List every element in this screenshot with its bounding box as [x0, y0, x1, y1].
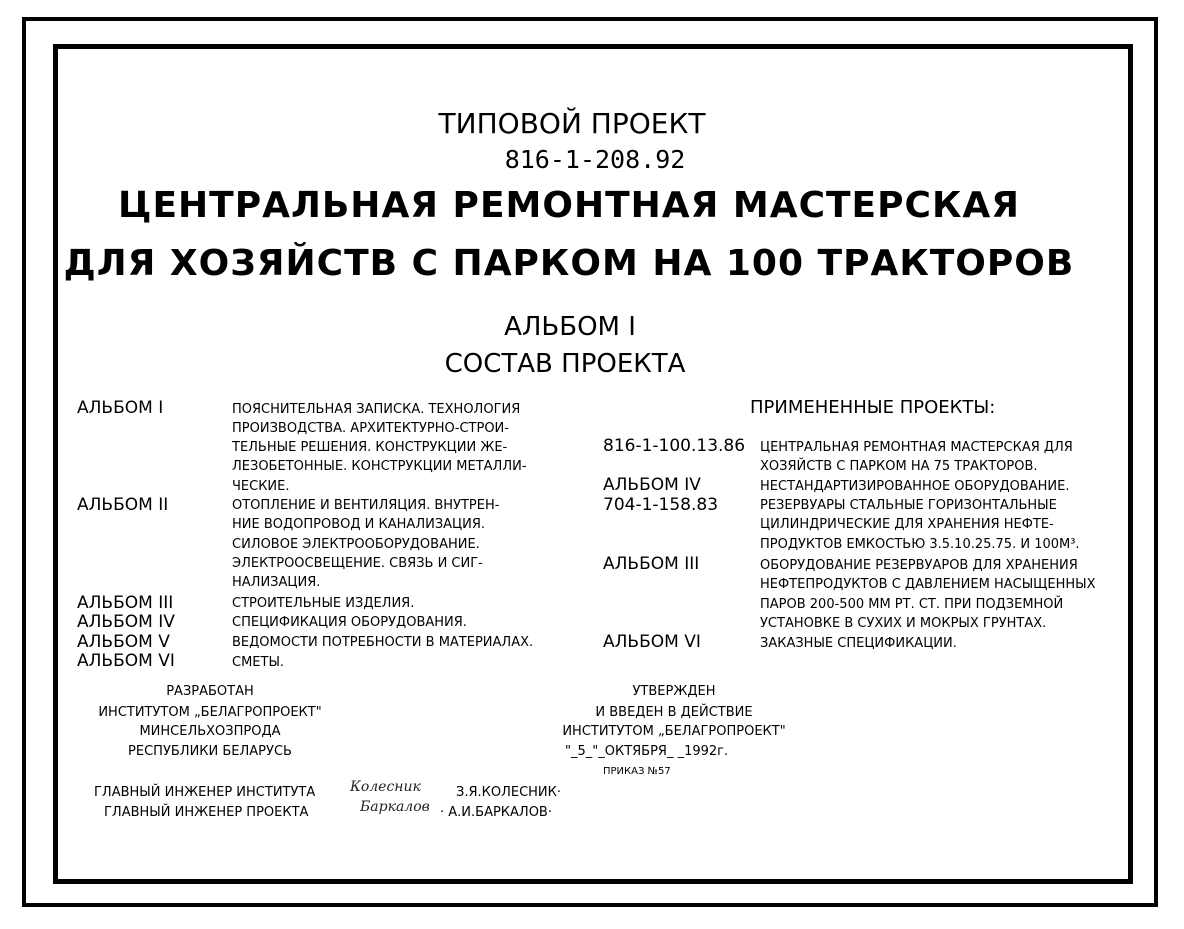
signatory-name: · А.И.БАРКАЛОВ·: [440, 805, 552, 820]
applied-desc-line: ЦИЛИНДРИЧЕСКИЕ ДЛЯ ХРАНЕНИЯ НЕФТЕ-: [760, 517, 1054, 532]
applied-heading: ПРИМЕНЕННЫЕ ПРОЕКТЫ:: [750, 397, 996, 418]
album-desc-line: ПОЯСНИТЕЛЬНАЯ ЗАПИСКА. ТЕХНОЛОГИЯ: [232, 402, 521, 417]
album-desc-line: ЛЕЗОБЕТОННЫЕ. КОНСТРУКЦИИ МЕТАЛЛИ-: [232, 459, 527, 474]
album-label: АЛЬБОМ II: [77, 495, 169, 515]
album-desc-line: НАЛИЗАЦИЯ.: [232, 575, 321, 590]
album-label: АЛЬБОМ III: [77, 593, 174, 613]
applied-desc-line: РЕЗЕРВУАРЫ СТАЛЬНЫЕ ГОРИЗОНТАЛЬНЫЕ: [760, 498, 1057, 513]
approval-date: "_5_"_ОКТЯБРЯ_ _1992г.: [565, 744, 729, 759]
album-label: АЛЬБОМ IV: [77, 612, 175, 632]
applied-desc-line: ПАРОВ 200-500 ММ РТ. СТ. ПРИ ПОДЗЕМНОЙ: [760, 597, 1064, 612]
applied-code: АЛЬБОМ IV: [603, 475, 701, 495]
album-desc-line: ТЕЛЬНЫЕ РЕШЕНИЯ. КОНСТРУКЦИИ ЖЕ-: [232, 440, 508, 455]
section-title: СОСТАВ ПРОЕКТА: [444, 349, 686, 379]
album-desc-line: НИЕ ВОДОПРОВОД И КАНАЛИЗАЦИЯ.: [232, 517, 486, 532]
developed-line: РАЗРАБОТАН: [166, 684, 254, 699]
album-desc-line: ВЕДОМОСТИ ПОТРЕБНОСТИ В МАТЕРИАЛАХ.: [232, 635, 534, 650]
project-type: ТИПОВОЙ ПРОЕКТ: [438, 107, 706, 140]
applied-desc-line: ХОЗЯЙСТВ С ПАРКОМ НА 75 ТРАКТОРОВ.: [760, 459, 1038, 474]
signature-role: ГЛАВНЫЙ ИНЖЕНЕР ПРОЕКТА: [104, 805, 309, 820]
developed-line: РЕСПУБЛИКИ БЕЛАРУСЬ: [128, 744, 292, 759]
approved-line: И ВВЕДЕН В ДЕЙСТВИЕ: [595, 705, 753, 720]
project-title-line2: ДЛЯ ХОЗЯЙСТВ С ПАРКОМ НА 100 ТРАКТОРОВ: [63, 243, 1075, 284]
developed-line: ИНСТИТУТОМ „БЕЛАГРОПРОЕКТ": [98, 705, 322, 720]
album-desc-line: СТРОИТЕЛЬНЫЕ ИЗДЕЛИЯ.: [232, 596, 415, 611]
approved-line: ИНСТИТУТОМ „БЕЛАГРОПРОЕКТ": [562, 724, 786, 739]
applied-desc-line: ОБОРУДОВАНИЕ РЕЗЕРВУАРОВ ДЛЯ ХРАНЕНИЯ: [760, 558, 1078, 573]
handwritten-signature: Колесник: [350, 779, 421, 795]
album-desc-line: ЭЛЕКТРООСВЕЩЕНИЕ. СВЯЗЬ И СИГ-: [232, 556, 483, 571]
approved-line: УТВЕРЖДЕН: [632, 684, 716, 699]
applied-code: АЛЬБОМ VI: [603, 632, 701, 652]
signature-role: ГЛАВНЫЙ ИНЖЕНЕР ИНСТИТУТА: [94, 785, 316, 800]
developed-line: МИНСЕЛЬХОЗПРОДА: [139, 724, 281, 739]
applied-desc-line: ПРОДУКТОВ ЕМКОСТЬЮ 3.5.10.25.75. И 100М³.: [760, 537, 1080, 552]
album-label: АЛЬБОМ VI: [77, 651, 175, 671]
applied-code: 704-1-158.83: [603, 495, 719, 515]
applied-code: 816-1-100.13.86: [603, 436, 746, 456]
applied-code: АЛЬБОМ III: [603, 554, 700, 574]
signatory-name: З.Я.КОЛЕСНИК·: [456, 785, 562, 800]
applied-desc-line: ЦЕНТРАЛЬНАЯ РЕМОНТНАЯ МАСТЕРСКАЯ ДЛЯ: [760, 440, 1073, 455]
album-number: АЛЬБОМ I: [504, 312, 636, 342]
album-desc-line: СИЛОВОЕ ЭЛЕКТРООБОРУДОВАНИЕ.: [232, 537, 480, 552]
order-number: ПРИКАЗ №57: [603, 766, 671, 777]
album-desc-line: СПЕЦИФИКАЦИЯ ОБОРУДОВАНИЯ.: [232, 615, 467, 630]
handwritten-signature: Баркалов: [360, 799, 430, 815]
applied-desc-line: ЗАКАЗНЫЕ СПЕЦИФИКАЦИИ.: [760, 636, 957, 651]
album-desc-line: СМЕТЫ.: [232, 655, 285, 670]
album-label: АЛЬБОМ I: [77, 398, 164, 418]
applied-desc-line: НЕСТАНДАРТИЗИРОВАННОЕ ОБОРУДОВАНИЕ.: [760, 479, 1070, 494]
project-number: 816-1-208.92: [504, 145, 686, 174]
applied-desc-line: НЕФТЕПРОДУКТОВ С ДАВЛЕНИЕМ НАСЫЩЕННЫХ: [760, 577, 1096, 592]
album-label: АЛЬБОМ V: [77, 632, 170, 652]
album-desc-line: ЧЕСКИЕ.: [232, 479, 290, 494]
project-title-line1: ЦЕНТРАЛЬНАЯ РЕМОНТНАЯ МАСТЕРСКАЯ: [118, 185, 1020, 226]
applied-desc-line: УСТАНОВКЕ В СУХИХ И МОКРЫХ ГРУНТАХ.: [760, 616, 1047, 631]
album-desc-line: ОТОПЛЕНИЕ И ВЕНТИЛЯЦИЯ. ВНУТРЕН-: [232, 498, 500, 513]
album-desc-line: ПРОИЗВОДСТВА. АРХИТЕКТУРНО-СТРОИ-: [232, 421, 509, 436]
